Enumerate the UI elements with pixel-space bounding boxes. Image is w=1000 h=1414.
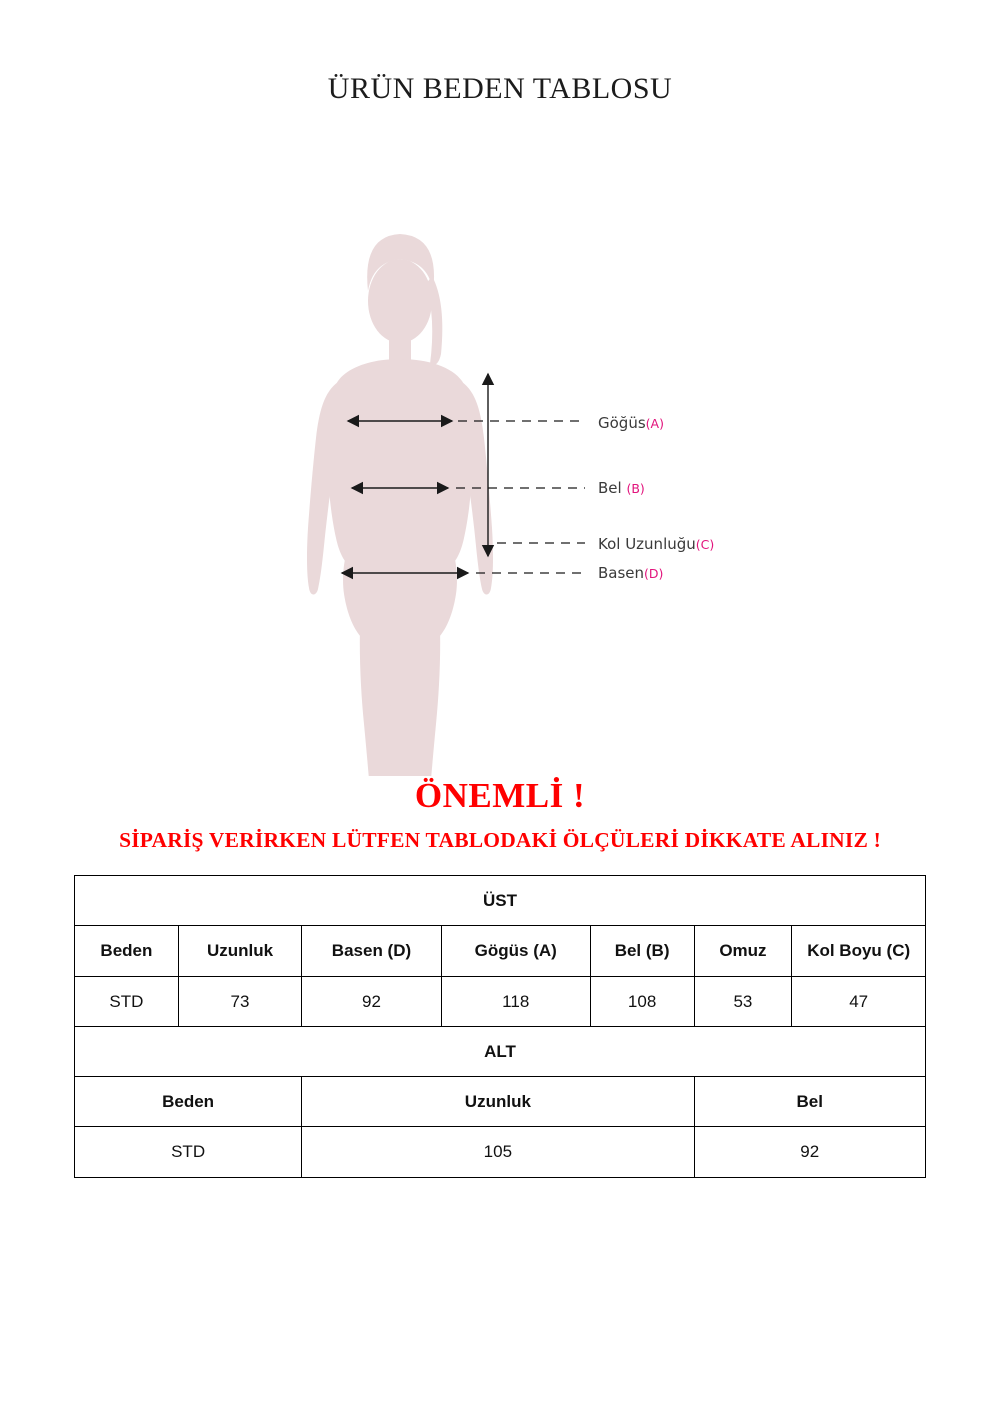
- top-row0-uzunluk: 73: [178, 976, 301, 1026]
- size-tables: [74, 875, 926, 1178]
- top-header-basen: Basen (D): [302, 926, 442, 976]
- top-row0-basen: 92: [302, 976, 442, 1026]
- table-row: [75, 1127, 926, 1177]
- bottom-section-row: [75, 1026, 926, 1076]
- body-measurement-figure: [0, 116, 1000, 776]
- female-silhouette-icon: [307, 234, 493, 776]
- label-sleeve-code: (C): [695, 537, 715, 552]
- bottom-header-row: [75, 1077, 926, 1127]
- top-section-row: [75, 876, 926, 926]
- label-chest-text: Göğüs: [598, 414, 646, 432]
- label-chest-code: (A): [645, 416, 664, 431]
- label-waist-code: (B): [626, 481, 645, 496]
- top-header-omuz: Omuz: [694, 926, 792, 976]
- top-header-uzunluk: Uzunluk: [178, 926, 301, 976]
- bottom-header-uzunluk: Uzunluk: [302, 1077, 694, 1127]
- top-section-title: ÜST: [75, 876, 926, 926]
- bottom-row0-bel: 92: [694, 1127, 926, 1177]
- bottom-header-beden: Beden: [75, 1077, 302, 1127]
- label-hip: [598, 564, 663, 582]
- top-row0-beden: STD: [75, 976, 179, 1026]
- label-waist-text: Bel: [598, 479, 627, 497]
- top-header-kol-boyu: Kol Boyu (C): [792, 926, 926, 976]
- table-row: [75, 976, 926, 1026]
- label-chest: [598, 414, 664, 432]
- bottom-header-bel: Bel: [694, 1077, 926, 1127]
- figure-svg: [0, 116, 1000, 776]
- bottom-row0-uzunluk: 105: [302, 1127, 694, 1177]
- top-header-gogus: Gögüs (A): [441, 926, 590, 976]
- bottom-row0-beden: STD: [75, 1127, 302, 1177]
- label-hip-code: (D): [644, 566, 664, 581]
- label-waist: [598, 479, 645, 497]
- label-hip-text: Basen: [598, 564, 645, 582]
- order-instruction-notice: SİPARİŞ VERİRKEN LÜTFEN TABLODAKİ ÖLÇÜLERİ DİKKATE ALINIZ !: [119, 828, 881, 852]
- page-title: ÜRÜN BEDEN TABLOSU: [327, 72, 673, 105]
- label-sleeve-text: Kol Uzunluğu: [598, 535, 696, 553]
- top-row0-kol-boyu: 47: [792, 976, 926, 1026]
- top-row0-bel: 108: [590, 976, 694, 1026]
- top-header-bel: Bel (B): [590, 926, 694, 976]
- label-sleeve: [598, 535, 714, 553]
- top-header-row: [75, 926, 926, 976]
- top-header-beden: Beden: [75, 926, 179, 976]
- bottom-section-title: ALT: [75, 1026, 926, 1076]
- top-row0-omuz: 53: [694, 976, 792, 1026]
- important-notice: ÖNEMLİ !: [414, 776, 586, 815]
- measurements-table: [74, 875, 926, 1178]
- top-row0-gogus: 118: [441, 976, 590, 1026]
